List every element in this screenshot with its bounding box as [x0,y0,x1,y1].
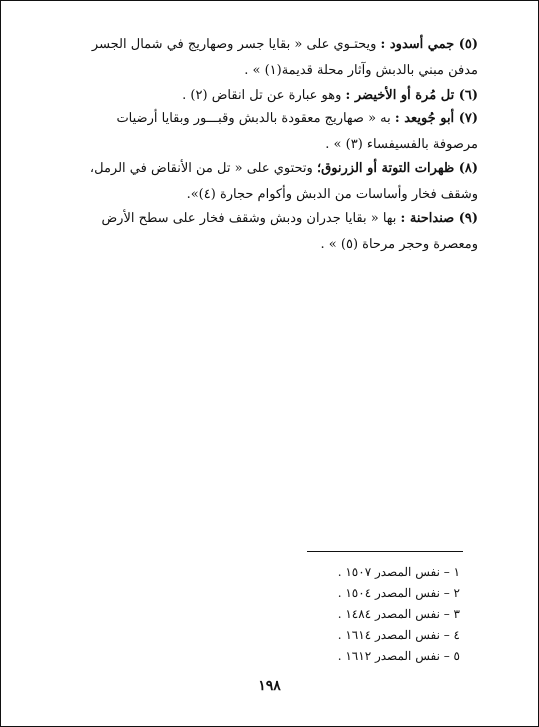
footnote-separator [307,551,463,552]
entry-text: مرصوفة بالفسيفساء (٣) » . [325,137,478,152]
footnotes [338,562,460,667]
entry-5 [52,32,478,84]
entry-line [52,32,478,58]
entry-line [52,106,478,132]
footnote: ٣ – نفس المصدر ١٤٨٤ . [337,607,460,621]
entry-heading: (٨) ظهرات التوتة أو الزرنوق؛ [316,161,478,176]
entry-heading: (٩) صنداحنة : [400,211,478,226]
entry-text: وشقف فخار وأساسات من الدبش وأكوام حجارة (٤)». [186,187,478,202]
footnote: ١ – نفس المصدر ١٥٠٧ . [337,565,460,579]
entry-8 [52,156,478,208]
entry-heading: (٦) تل مُرة أو الأخيضر : [345,88,478,103]
entry-text: وتحتوي على « تل من الأنقاض في الرمل، [89,161,313,176]
entry-line [52,206,478,232]
page-number: ١٩٨ [258,678,281,694]
entry-text: مدفن مبني بالدبش وآثار محلة قديمة(١) » . [244,63,478,78]
entry-9 [52,206,478,258]
entry-heading: (٥) جمي أسدود : [380,37,478,52]
entry-7 [52,106,478,158]
entry-text: بها « بقايا جدران ودبش وشقف فخار على سطح الأرض [101,211,397,226]
footnote: ٥ – نفس المصدر ١٦١٢ . [337,649,460,663]
footnote: ٤ – نفس المصدر ١٦١٤ . [337,628,460,642]
entry-text: وهو عبارة عن تل انقاض (٢) . [182,88,342,103]
entry-text: ومعصرة وحجر مرحاة (٥) » . [320,237,478,252]
entry-heading: (٧) أبو جُويعد : [394,111,478,126]
entry-text: ويحتـوي على « بقايا جسر وصهاريج في شمال الجسر [91,37,377,52]
entry-text: به « صهاريج معقودة بالدبش وقبـــور وبقايا أرضيات [116,111,391,126]
entry-line [52,156,478,182]
footnote: ٢ – نفس المصدر ١٥٠٤ . [337,586,460,600]
